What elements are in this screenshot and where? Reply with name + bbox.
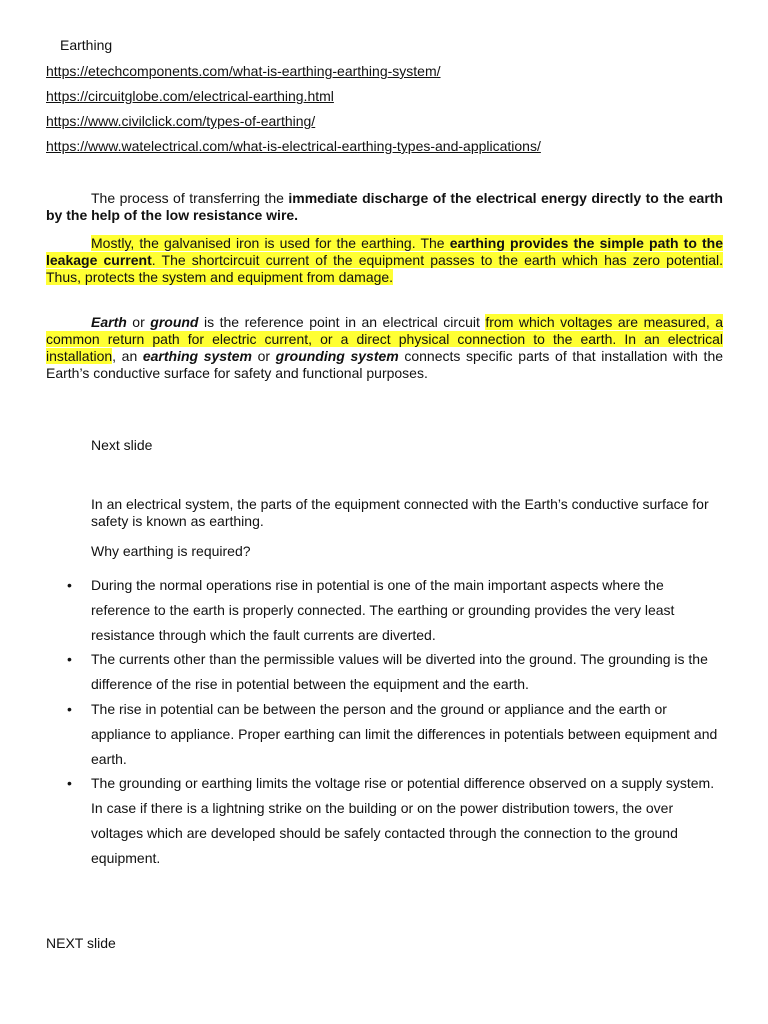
bullet-icon: • [67,775,72,792]
list-item-text: The rise in potential can be between the person and the ground or appliance and the earth or appliance to appliance. Proper earthing can limit the differences in potentials between equipment and earth. [91,700,718,767]
term-grounding-system: grounding system [275,348,399,364]
list-item-text: The grounding or earthing limits the voltage rise or potential difference observed on a supply system. In case if there is a lightning strike on the building or on the power distribution towers, the over voltages which are developed should be safely contacted through the connection to the ground equipment. [91,775,715,866]
bullet-icon: • [67,651,72,668]
para3-text-1: is the reference point in an electrical circuit [198,314,486,330]
paragraph-galvanised-iron [46,235,723,286]
reasons-bullet-list [46,573,726,871]
para2-highlight-bold: earthing provides the simple path to the leakage current [46,235,723,268]
list-item [46,647,726,697]
paragraph-earthing-definition: In an electrical system, the parts of the equipment connected with the Earth’s conductive surface for safety is known as earthing. [91,496,709,529]
para1-text: The process of transferring the [91,190,289,206]
next-slide-label: Next slide [91,437,153,453]
list-item [46,697,726,771]
para3-or: or [126,314,151,330]
para2-highlight-1: Mostly, the galvanised iron is used for the earthing. The [91,235,450,251]
list-item-text: During the normal operations rise in potential is one of the main important aspects where the reference to the earth is properly connected. The earthing or grounding provides the very least resistance through which the fault currents are diverted. [91,577,675,643]
paragraph-definition-process [46,190,723,224]
list-item-text: The currents other than the permissible values will be diverted into the ground. The grounding is the difference of the rise in potential between the equipment and the earth. [91,651,708,693]
term-earth: Earth [91,314,127,330]
reference-link-circuitglobe[interactable]: https://circuitglobe.com/electrical-earthing.html [46,88,334,104]
term-ground: ground [150,314,199,330]
paragraph-earth-ground [46,314,723,382]
bullet-icon: • [67,700,72,717]
bullet-icon: • [67,577,72,593]
next-slide-label-2: NEXT slide [46,935,116,951]
document-title: Earthing [60,37,113,53]
para3-or-2: or [251,348,276,364]
para3-highlight: from which voltages are measured, a common return path for electric current, or a direct physical connection to the earth. In an electrical installation [46,314,723,364]
list-item [46,573,726,647]
para2-highlight-2: . The shortcircuit current of the equipment passes to the earth which has zero potential. Thus, protects the system and equipment from damage. [46,252,723,285]
reference-link-etechcomponents[interactable]: https://etechcomponents.com/what-is-earthing-earthing-system/ [46,63,441,79]
why-earthing-heading: Why earthing is required? [91,543,251,559]
list-item [46,771,726,870]
para1-bold-text: immediate discharge of the electrical energy directly to the earth by the help of the low resistance wire. [46,190,723,223]
para3-text-2: , an [112,348,143,364]
term-earthing-system: earthing system [142,348,252,364]
para3-text-3: connects specific parts of that installation with the Earth’s conductive surface for safety and functional purposes. [46,348,724,381]
reference-link-watelectrical[interactable]: https://www.watelectrical.com/what-is-electrical-earthing-types-and-applications/ [46,138,541,154]
reference-link-civilclick[interactable]: https://www.civilclick.com/types-of-earthing/ [46,113,316,129]
